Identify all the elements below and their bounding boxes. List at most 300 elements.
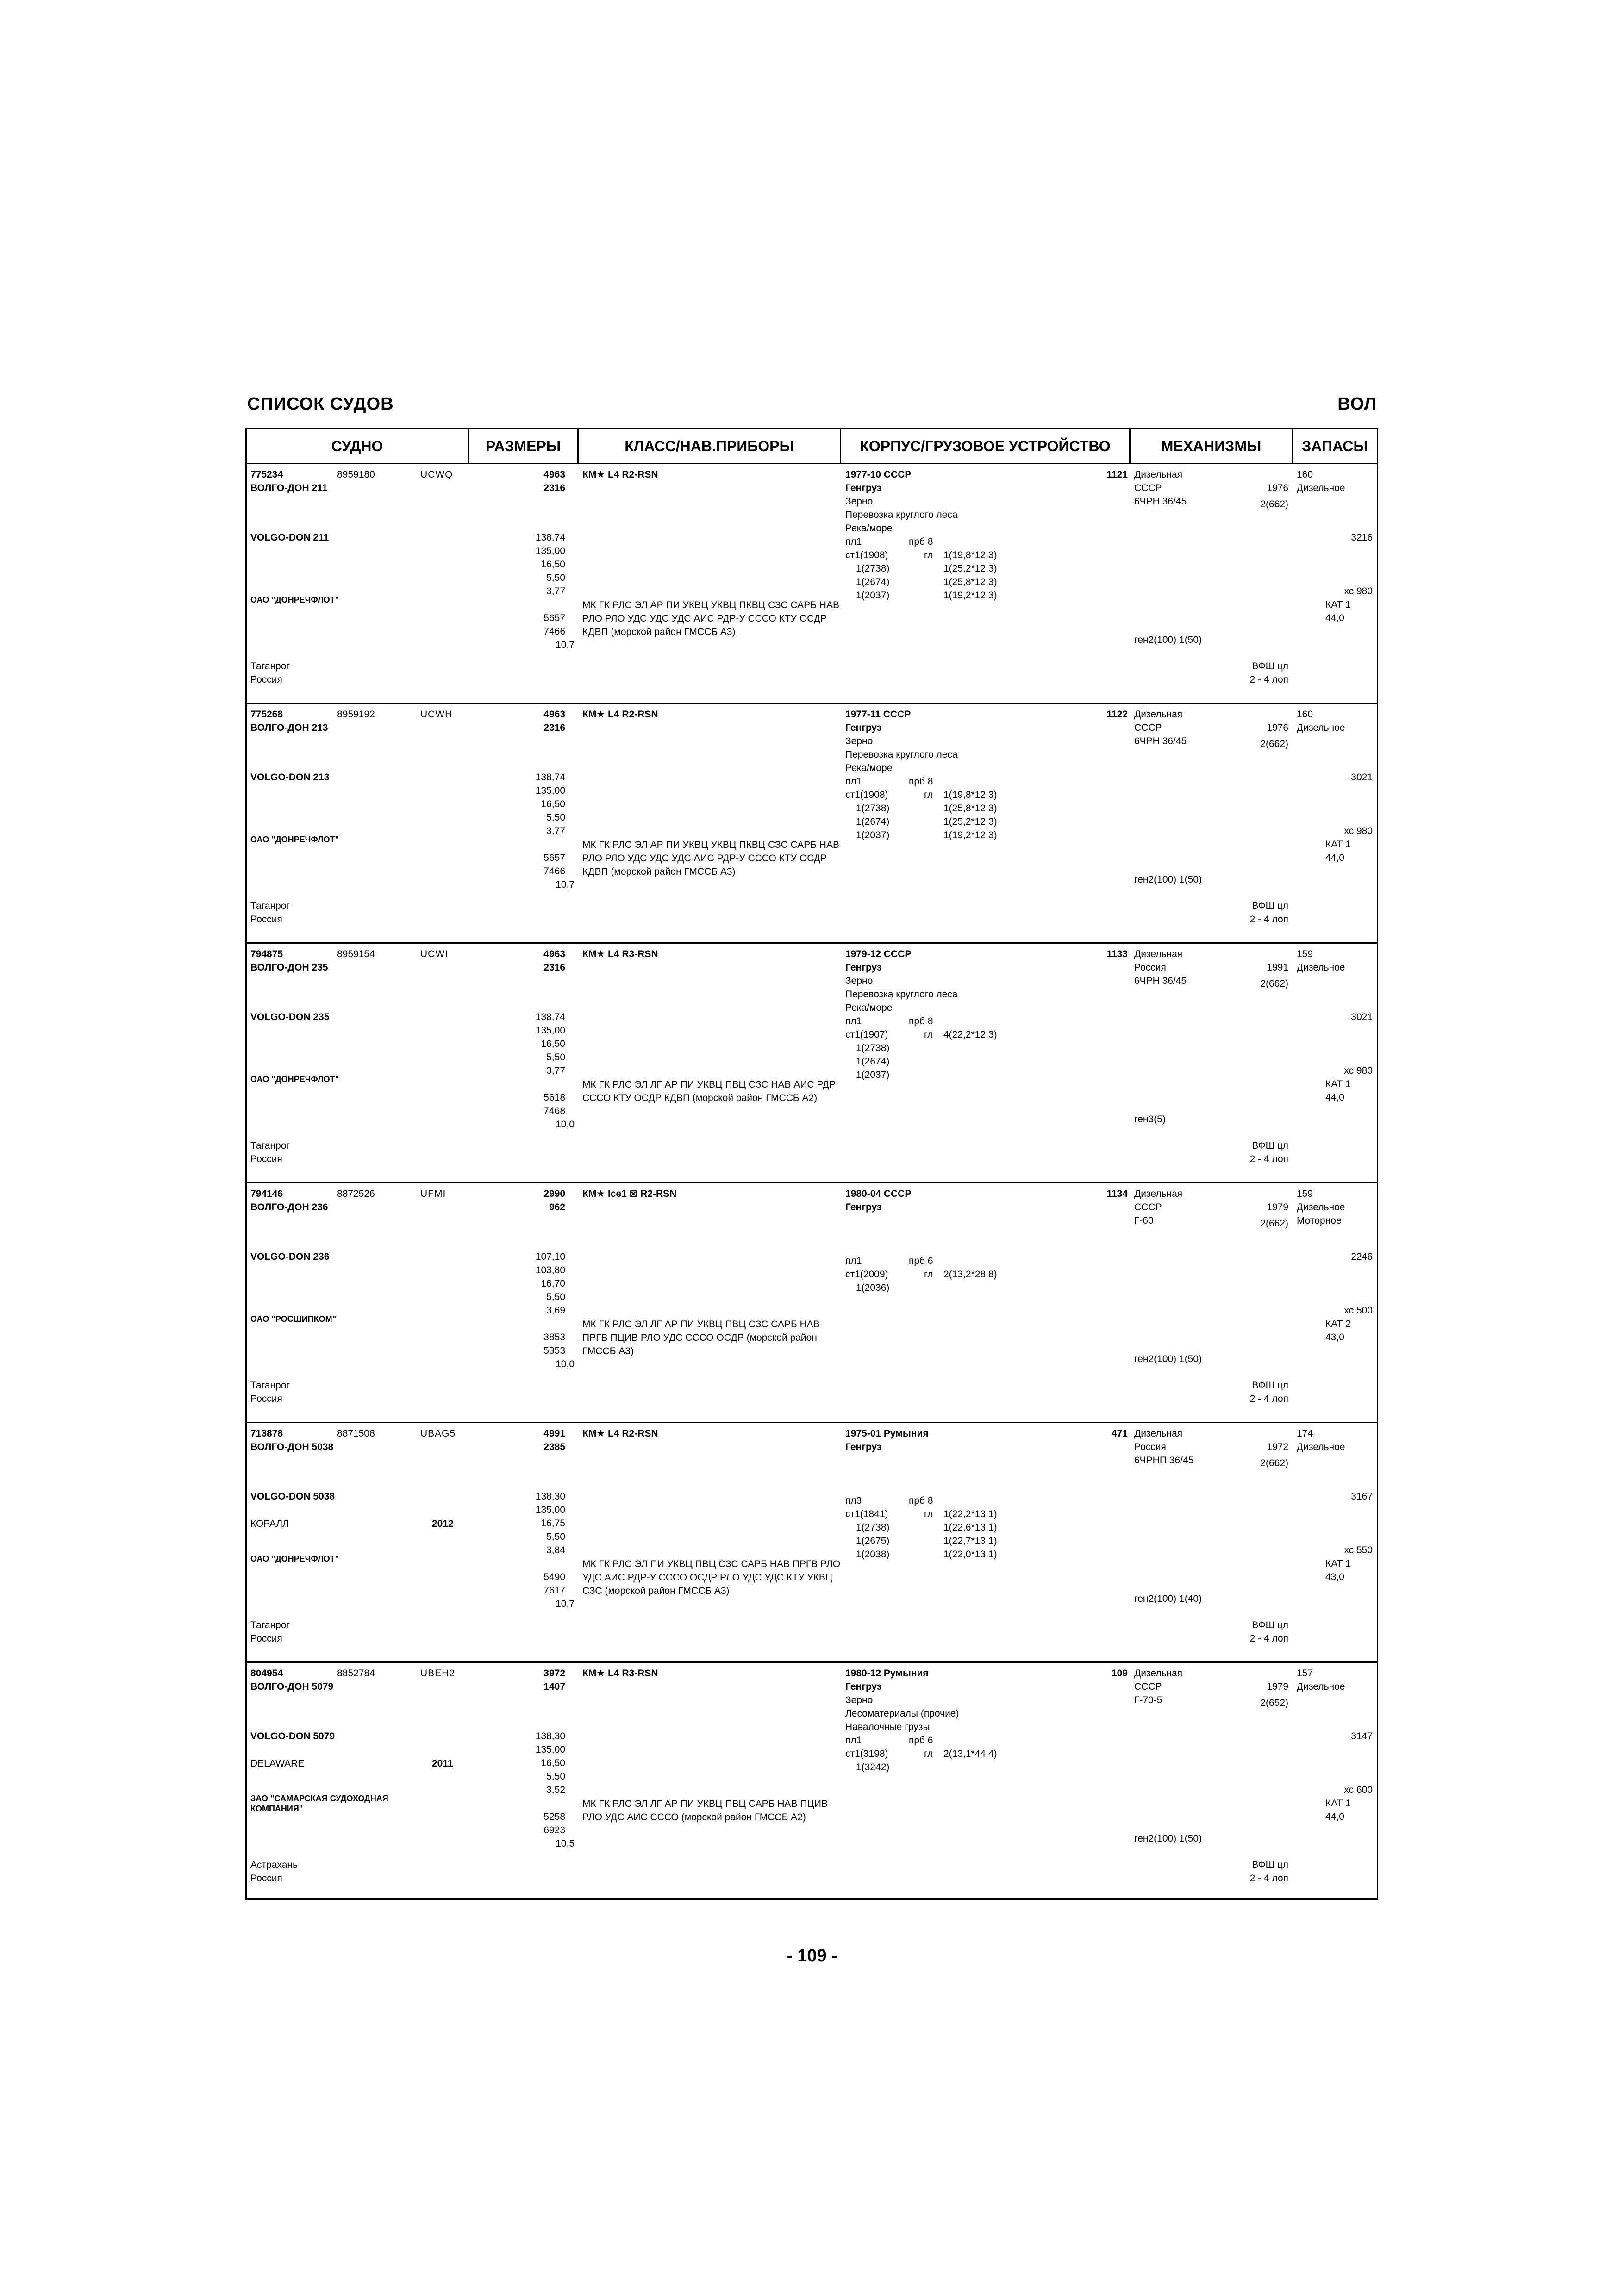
hatch-size: 1(19,8*12,3) bbox=[943, 550, 997, 560]
previous-name-year: 2011 bbox=[432, 1758, 453, 1769]
range: 3021 bbox=[1351, 1012, 1373, 1022]
class-notation: КМ★ L4 R2-RSN bbox=[582, 1428, 658, 1439]
length-overall: 107,10 bbox=[535, 1251, 565, 1262]
deadweight: 5258 bbox=[543, 1811, 565, 1822]
build-number: 109 bbox=[1111, 1668, 1128, 1679]
propeller-blades: 2 - 4 лоп bbox=[1249, 1394, 1288, 1404]
nav-equipment: МК ГК РЛС ЭЛ АР ПИ УКВЦ УКВЦ ПКВЦ СЗС САРБ НАВ РЛО РЛО УДС УДС УДС АИС РДР-У СССО КТУ ОСДР КДВП (морской район ГМССБ А3) bbox=[582, 600, 839, 637]
hold-info: 1(2037) bbox=[856, 1070, 890, 1080]
ship-name-en: VOLGO-DON 235 bbox=[250, 1012, 330, 1022]
crew-count: 160 bbox=[1297, 709, 1313, 720]
call-sign: UFMI bbox=[420, 1188, 446, 1199]
hatch-label: гл bbox=[924, 550, 933, 560]
registry-number: 804954 bbox=[250, 1668, 283, 1679]
draught: 3,77 bbox=[546, 1065, 565, 1076]
table-header bbox=[247, 429, 1377, 464]
engine-type: Дизельная bbox=[1134, 709, 1183, 720]
category: КАТ 1 bbox=[1325, 1558, 1351, 1569]
propeller-blades: 2 - 4 лоп bbox=[1249, 674, 1288, 685]
engine-year: 1979 bbox=[1267, 1202, 1288, 1213]
flag-country: Россия bbox=[250, 1633, 282, 1644]
flag-country: Россия bbox=[250, 914, 282, 925]
cargo-type: Река/море bbox=[845, 523, 893, 534]
hatch-size: 2(13,2*28,8) bbox=[943, 1269, 997, 1280]
hold-info: 1(2037) bbox=[856, 590, 890, 601]
column-header-sizes: РАЗМЕРЫ bbox=[469, 429, 579, 463]
call-sign: UCWI bbox=[420, 949, 448, 959]
ship-record bbox=[247, 1423, 1377, 1663]
category: КАТ 1 bbox=[1325, 1079, 1351, 1089]
generators: ген2(100) 1(50) bbox=[1134, 1354, 1202, 1364]
draught: 3,84 bbox=[546, 1545, 565, 1556]
engine-type: Дизельная bbox=[1134, 949, 1183, 959]
net-tonnage: 2385 bbox=[543, 1442, 565, 1452]
build-date-country: 1979-12 СССР bbox=[845, 949, 912, 959]
build-date-country: 1975-01 Румыния bbox=[845, 1428, 929, 1439]
flag-country: Россия bbox=[250, 674, 282, 685]
page-title: СПИСОК СУДОВ bbox=[247, 394, 394, 414]
ship-name-ru: ВОЛГО-ДОН 211 bbox=[250, 483, 328, 493]
hatch-size: 1(22,2*13,1) bbox=[943, 1509, 997, 1519]
engine-power: 2(662) bbox=[1260, 499, 1288, 510]
engine-model: 6ЧРН 36/45 bbox=[1134, 496, 1187, 507]
cargo-capacity: хс 980 bbox=[1344, 826, 1373, 836]
call-sign: UBEH2 bbox=[420, 1668, 456, 1679]
engine-power: 2(662) bbox=[1260, 1218, 1288, 1229]
speed: 10,5 bbox=[556, 1838, 575, 1849]
column-header-hull: КОРПУС/ГРУЗОВОЕ УСТРОЙСТВО bbox=[841, 429, 1131, 463]
depth: 5,50 bbox=[546, 1531, 565, 1542]
engine-model: 6ЧРН 36/45 bbox=[1134, 736, 1187, 747]
propeller-blades: 2 - 4 лоп bbox=[1249, 1154, 1288, 1164]
build-date-country: 1980-12 Румыния bbox=[845, 1668, 929, 1679]
build-date-country: 1977-11 СССР bbox=[845, 709, 911, 720]
build-number: 1122 bbox=[1106, 709, 1128, 720]
previous-name-year: 2012 bbox=[432, 1518, 454, 1529]
hatch-size: 2(13,1*44,4) bbox=[943, 1748, 997, 1759]
ship-name-ru: ВОЛГО-ДОН 5079 bbox=[250, 1681, 334, 1692]
net-tonnage: 962 bbox=[549, 1202, 565, 1213]
hatch-size: 1(22,0*13,1) bbox=[943, 1549, 997, 1560]
displacement: 7617 bbox=[543, 1585, 565, 1596]
ship-record bbox=[247, 1663, 1377, 1903]
hold-info: 1(2674) bbox=[856, 1056, 890, 1067]
hatch-size: 1(19,2*12,3) bbox=[943, 590, 997, 601]
ship-record bbox=[247, 704, 1377, 944]
column-header-class: КЛАСС/НАВ.ПРИБОРЫ bbox=[579, 429, 841, 463]
cargo-capacity: хс 980 bbox=[1344, 1065, 1373, 1076]
speed: 10,7 bbox=[556, 879, 575, 890]
class-notation: КМ★ L4 R2-RSN bbox=[582, 709, 658, 720]
length-overall: 138,74 bbox=[535, 1012, 565, 1022]
hold-info: 1(2738) bbox=[856, 1522, 890, 1533]
speed: 10,7 bbox=[556, 640, 575, 650]
engine-model: Г-70-5 bbox=[1134, 1695, 1162, 1705]
engine-power: 2(662) bbox=[1260, 978, 1288, 989]
hatch-label: гл bbox=[924, 1029, 933, 1040]
column-header-ship: СУДНО bbox=[247, 429, 469, 463]
ship-name-en: VOLGO-DON 211 bbox=[250, 532, 329, 543]
length-overall: 138,74 bbox=[535, 532, 565, 543]
hatch-size: 1(25,2*12,3) bbox=[943, 816, 997, 827]
cargo-type: Перевозка круглого леса bbox=[845, 749, 958, 760]
deadweight: 3853 bbox=[543, 1332, 565, 1343]
page-number: - 109 - bbox=[787, 1946, 837, 1966]
draught: 3,52 bbox=[546, 1785, 565, 1795]
category: КАТ 1 bbox=[1325, 1798, 1351, 1809]
value: 44,0 bbox=[1325, 852, 1344, 863]
cargo-type: Перевозка круглого леса bbox=[845, 989, 958, 1000]
deck-info: пл1 bbox=[845, 536, 862, 547]
hatch-label: гл bbox=[924, 1748, 933, 1759]
hold-info: ст1(1908) bbox=[845, 790, 888, 800]
cargo-type: Навалочные грузы bbox=[845, 1722, 930, 1732]
value: 44,0 bbox=[1325, 1092, 1344, 1103]
bulkheads: прб 6 bbox=[909, 1256, 933, 1266]
engine-type: Дизельная bbox=[1134, 1188, 1183, 1199]
speed: 10,7 bbox=[556, 1599, 575, 1609]
displacement: 6923 bbox=[543, 1825, 565, 1836]
propeller-type: ВФШ цл bbox=[1252, 901, 1288, 911]
bulkheads: прб 8 bbox=[909, 1495, 933, 1506]
home-port: Астрахань bbox=[250, 1860, 298, 1870]
registry-number: 794146 bbox=[250, 1188, 283, 1199]
range: 3021 bbox=[1351, 772, 1373, 783]
engine-type: Дизельная bbox=[1134, 1428, 1183, 1439]
deck-info: пл1 bbox=[845, 1735, 862, 1746]
owner: ОАО "ДОНРЕЧФЛОТ" bbox=[250, 1075, 339, 1084]
build-number: 1133 bbox=[1106, 949, 1128, 959]
cargo-type: Зерно bbox=[845, 976, 873, 986]
imo-number: 8959180 bbox=[337, 469, 375, 480]
speed: 10,0 bbox=[556, 1119, 575, 1130]
cargo-capacity: хс 550 bbox=[1344, 1545, 1373, 1556]
hold-info: ст1(1907) bbox=[845, 1029, 888, 1040]
build-date-country: 1977-10 СССР bbox=[845, 469, 912, 480]
hold-info: 1(2038) bbox=[856, 1549, 890, 1560]
nav-equipment: МК ГК РЛС ЭЛ ПИ УКВЦ ПВЦ СЗС САРБ НАВ ПРГВ РЛО УДС АИС РДР-У СССО ОСДР РЛО УДС УДС КТУ УКВЦ СЗС (морской район ГМССБ А3) bbox=[582, 1559, 841, 1596]
range: 3167 bbox=[1351, 1491, 1373, 1502]
displacement: 7468 bbox=[543, 1106, 565, 1116]
hold-info: 1(2674) bbox=[856, 577, 890, 587]
nav-equipment: МК ГК РЛС ЭЛ ЛГ АР ПИ УКВЦ ПВЦ СЗС САРБ НАВ ПРГВ ПЦИВ РЛО УДС СССО ОСДР (морской район ГМССБ А3) bbox=[582, 1319, 820, 1356]
engine-power: 2(652) bbox=[1260, 1698, 1288, 1708]
gross-tonnage: 4963 bbox=[543, 949, 565, 959]
ship-name-en: VOLGO-DON 5079 bbox=[250, 1731, 335, 1742]
home-port: Таганрог bbox=[250, 661, 290, 672]
engine-model: 6ЧРН 36/45 bbox=[1134, 976, 1187, 986]
owner: ЗАО "САМАРСКАЯ СУДОХОДНАЯ КОМПАНИЯ" bbox=[250, 1794, 388, 1813]
displacement: 5353 bbox=[543, 1345, 565, 1356]
crew-count: 157 bbox=[1297, 1668, 1313, 1679]
engine-model: 6ЧРНП 36/45 bbox=[1134, 1455, 1194, 1466]
build-number: 1134 bbox=[1106, 1188, 1128, 1199]
generators: ген2(100) 1(50) bbox=[1134, 874, 1202, 885]
breadth: 16,70 bbox=[541, 1278, 565, 1289]
ship-type: Генгруз bbox=[845, 1442, 882, 1452]
engine-year: 1976 bbox=[1267, 722, 1288, 733]
engine-country: СССР bbox=[1134, 1202, 1162, 1213]
propeller-type: ВФШ цл bbox=[1252, 661, 1288, 672]
hold-info: ст1(1908) bbox=[845, 550, 888, 560]
owner: ОАО "ДОНРЕЧФЛОТ" bbox=[250, 835, 339, 844]
breadth: 16,75 bbox=[541, 1518, 565, 1529]
engine-type: Дизельная bbox=[1134, 469, 1183, 480]
imo-number: 8872526 bbox=[337, 1188, 375, 1199]
engine-country: СССР bbox=[1134, 1681, 1162, 1692]
bulkheads: прб 8 bbox=[909, 1016, 933, 1027]
column-header-stores: ЗАПАСЫ bbox=[1302, 438, 1368, 454]
ship-name-en: VOLGO-DON 5038 bbox=[250, 1491, 335, 1502]
home-port: Таганрог bbox=[250, 1140, 290, 1151]
bulkheads: прб 8 bbox=[909, 776, 933, 787]
hatch-size: 1(22,6*13,1) bbox=[943, 1522, 997, 1533]
class-notation: КМ★ L4 R3-RSN bbox=[582, 949, 658, 959]
engine-year: 1972 bbox=[1267, 1442, 1288, 1452]
category: КАТ 2 bbox=[1325, 1319, 1351, 1329]
home-port: Таганрог bbox=[250, 901, 290, 911]
length-pp: 135,00 bbox=[535, 1744, 565, 1755]
nav-equipment: МК ГК РЛС ЭЛ ЛГ АР ПИ УКВЦ ПВЦ СЗС НАВ АИС РДР СССО КТУ ОСДР КДВП (морской район ГМССБ А2) bbox=[582, 1079, 836, 1103]
draught: 3,77 bbox=[546, 586, 565, 597]
ship-register-table bbox=[245, 428, 1378, 1900]
class-notation: КМ★ Ice1 ⊠ R2-RSN bbox=[582, 1188, 677, 1199]
gross-tonnage: 4991 bbox=[543, 1428, 565, 1439]
bulkheads: прб 8 bbox=[909, 536, 933, 547]
generators: ген2(100) 1(50) bbox=[1134, 635, 1202, 645]
deck-info: пл1 bbox=[845, 1256, 862, 1266]
imo-number: 8871508 bbox=[337, 1428, 375, 1439]
build-date-country: 1980-04 СССР bbox=[845, 1188, 912, 1199]
hatch-size: 1(25,8*12,3) bbox=[943, 803, 997, 814]
breadth: 16,50 bbox=[541, 799, 565, 809]
engine-power: 2(662) bbox=[1260, 739, 1288, 749]
ship-record bbox=[247, 464, 1377, 704]
home-port: Таганрог bbox=[250, 1620, 290, 1630]
hatch-label: гл bbox=[924, 1269, 933, 1280]
net-tonnage: 1407 bbox=[543, 1681, 565, 1692]
ship-name-ru: ВОЛГО-ДОН 235 bbox=[250, 962, 328, 973]
section-code: ВОЛ bbox=[1337, 394, 1377, 414]
hatch-size: 1(22,7*13,1) bbox=[943, 1536, 997, 1546]
imo-number: 8959192 bbox=[337, 709, 375, 720]
crew-count: 159 bbox=[1297, 949, 1313, 959]
cargo-capacity: хс 600 bbox=[1344, 1785, 1373, 1795]
owner: ОАО "ДОНРЕЧФЛОТ" bbox=[250, 595, 339, 604]
engine-year: 1976 bbox=[1267, 483, 1288, 493]
gross-tonnage: 2990 bbox=[543, 1188, 565, 1199]
depth: 5,50 bbox=[546, 1771, 565, 1782]
column-header-machinery: МЕХАНИЗМЫ bbox=[1131, 429, 1293, 463]
value: 44,0 bbox=[1325, 1811, 1344, 1822]
class-notation: КМ★ L4 R3-RSN bbox=[582, 1668, 658, 1679]
cargo-type: Река/море bbox=[845, 763, 893, 773]
engine-country: Россия bbox=[1134, 1442, 1166, 1452]
length-overall: 138,74 bbox=[535, 772, 565, 783]
previous-name: DELAWARE bbox=[250, 1758, 305, 1769]
cargo-type: Зерно bbox=[845, 1695, 873, 1705]
hatch-size: 1(19,2*12,3) bbox=[943, 830, 997, 840]
flag-country: Россия bbox=[250, 1873, 282, 1884]
call-sign: UCWH bbox=[420, 709, 453, 720]
registry-number: 775268 bbox=[250, 709, 283, 720]
deadweight: 5657 bbox=[543, 852, 565, 863]
engine-type: Дизельная bbox=[1134, 1668, 1183, 1679]
owner: ОАО "РОСШИПКОМ" bbox=[250, 1314, 337, 1324]
fuel-type: Дизельное bbox=[1297, 1442, 1345, 1452]
value: 43,0 bbox=[1325, 1332, 1344, 1343]
engine-model: Г-60 bbox=[1134, 1215, 1154, 1226]
ship-name-ru: ВОЛГО-ДОН 236 bbox=[250, 1202, 328, 1213]
range: 3147 bbox=[1351, 1731, 1373, 1742]
hold-info: 1(2674) bbox=[856, 816, 890, 827]
hold-info: 1(2037) bbox=[856, 830, 890, 840]
cargo-type: Лесоматериалы (прочие) bbox=[845, 1708, 959, 1719]
range: 2246 bbox=[1351, 1251, 1373, 1262]
ship-type: Генгруз bbox=[845, 1681, 882, 1692]
propeller-blades: 2 - 4 лоп bbox=[1249, 914, 1288, 925]
propeller-type: ВФШ цл bbox=[1252, 1620, 1288, 1630]
hatch-size: 1(19,8*12,3) bbox=[943, 790, 997, 800]
draught: 3,77 bbox=[546, 826, 565, 836]
length-overall: 138,30 bbox=[535, 1491, 565, 1502]
class-notation: КМ★ L4 R2-RSN bbox=[582, 469, 658, 480]
deadweight: 5618 bbox=[543, 1092, 565, 1103]
draught: 3,69 bbox=[546, 1305, 565, 1316]
ship-name-ru: ВОЛГО-ДОН 213 bbox=[250, 722, 328, 733]
ship-type: Генгруз bbox=[845, 962, 882, 973]
fuel-type: Моторное bbox=[1297, 1215, 1342, 1226]
hold-info: ст1(2009) bbox=[845, 1269, 888, 1280]
hold-info: ст1(3198) bbox=[845, 1748, 888, 1759]
depth: 5,50 bbox=[546, 1292, 565, 1302]
breadth: 16,50 bbox=[541, 1039, 565, 1049]
length-overall: 138,30 bbox=[535, 1731, 565, 1742]
range: 3216 bbox=[1351, 532, 1373, 543]
ship-type: Генгруз bbox=[845, 483, 882, 493]
category: КАТ 1 bbox=[1325, 839, 1351, 850]
breadth: 16,50 bbox=[541, 1758, 565, 1768]
speed: 10,0 bbox=[556, 1359, 575, 1369]
ship-record bbox=[247, 1183, 1377, 1423]
propeller-type: ВФШ цл bbox=[1252, 1380, 1288, 1391]
registry-number: 794875 bbox=[250, 949, 283, 959]
length-pp: 135,00 bbox=[535, 546, 565, 556]
hold-info: 1(2675) bbox=[856, 1536, 890, 1546]
fuel-type: Дизельное bbox=[1297, 722, 1345, 733]
ship-type: Генгруз bbox=[845, 722, 882, 733]
hold-info: 1(3242) bbox=[856, 1762, 890, 1773]
length-pp: 135,00 bbox=[535, 785, 565, 796]
ship-record bbox=[247, 944, 1377, 1183]
length-pp: 135,00 bbox=[535, 1505, 565, 1515]
cargo-capacity: хс 980 bbox=[1344, 586, 1373, 597]
bulkheads: прб 6 bbox=[909, 1735, 933, 1746]
imo-number: 8852784 bbox=[337, 1668, 375, 1679]
gross-tonnage: 4963 bbox=[543, 469, 565, 480]
propeller-type: ВФШ цл bbox=[1252, 1140, 1288, 1151]
ship-name-en: VOLGO-DON 213 bbox=[250, 772, 330, 783]
value: 43,0 bbox=[1325, 1572, 1344, 1582]
hold-info: 1(2738) bbox=[856, 1043, 890, 1053]
engine-country: СССР bbox=[1134, 722, 1162, 733]
fuel-type: Дизельное bbox=[1297, 962, 1345, 973]
engine-year: 1979 bbox=[1267, 1681, 1288, 1692]
crew-count: 159 bbox=[1297, 1188, 1313, 1199]
ship-name-en: VOLGO-DON 236 bbox=[250, 1251, 330, 1262]
generators: ген3(5) bbox=[1134, 1114, 1166, 1125]
ship-type: Генгруз bbox=[845, 1202, 882, 1213]
build-number: 1121 bbox=[1106, 469, 1128, 480]
owner: ОАО "ДОНРЕЧФЛОТ" bbox=[250, 1554, 339, 1563]
hatch-size: 4(22,2*12,3) bbox=[943, 1029, 997, 1040]
engine-power: 2(662) bbox=[1260, 1458, 1288, 1468]
hatch-size: 1(25,2*12,3) bbox=[943, 563, 997, 574]
gross-tonnage: 3972 bbox=[543, 1668, 565, 1679]
hatch-label: гл bbox=[924, 790, 933, 800]
gross-tonnage: 4963 bbox=[543, 709, 565, 720]
depth: 5,50 bbox=[546, 812, 565, 823]
deck-info: пл1 bbox=[845, 1016, 862, 1027]
value: 44,0 bbox=[1325, 613, 1344, 623]
generators: ген2(100) 1(50) bbox=[1134, 1833, 1202, 1844]
deck-info: пл1 bbox=[845, 776, 862, 787]
propeller-blades: 2 - 4 лоп bbox=[1249, 1873, 1288, 1884]
flag-country: Россия bbox=[250, 1154, 282, 1164]
engine-country: СССР bbox=[1134, 483, 1162, 493]
nav-equipment: МК ГК РЛС ЭЛ АР ПИ УКВЦ УКВЦ ПКВЦ СЗС САРБ НАВ РЛО РЛО УДС УДС УДС АИС РДР-У СССО КТУ ОСДР КДВП (морской район ГМССБ А3) bbox=[582, 840, 839, 877]
depth: 5,50 bbox=[546, 572, 565, 583]
length-pp: 103,80 bbox=[535, 1265, 565, 1276]
ship-name-ru: ВОЛГО-ДОН 5038 bbox=[250, 1442, 334, 1452]
fuel-type: Дизельное bbox=[1297, 1681, 1345, 1692]
nav-equipment: МК ГК РЛС ЭЛ ЛГ АР ПИ УКВЦ ПВЦ САРБ НАВ ПЦИВ РЛО УДС АИС СССО (морской район ГМССБ А2) bbox=[582, 1798, 828, 1823]
deadweight: 5657 bbox=[543, 613, 565, 623]
cargo-type: Зерно bbox=[845, 736, 873, 747]
length-pp: 135,00 bbox=[535, 1025, 565, 1036]
breadth: 16,50 bbox=[541, 559, 565, 570]
deadweight: 5490 bbox=[543, 1572, 565, 1582]
displacement: 7466 bbox=[543, 626, 565, 637]
deck-info: пл3 bbox=[845, 1495, 862, 1506]
hold-info: 1(2738) bbox=[856, 803, 890, 814]
hatch-size: 1(25,8*12,3) bbox=[943, 577, 997, 587]
net-tonnage: 2316 bbox=[543, 722, 565, 733]
propeller-type: ВФШ цл bbox=[1252, 1860, 1288, 1870]
engine-country: Россия bbox=[1134, 962, 1166, 973]
call-sign: UCWQ bbox=[420, 469, 453, 480]
home-port: Таганрог bbox=[250, 1380, 290, 1391]
generators: ген2(100) 1(40) bbox=[1134, 1593, 1202, 1604]
hatch-label: гл bbox=[924, 1509, 933, 1519]
category: КАТ 1 bbox=[1325, 599, 1351, 610]
cargo-type: Зерно bbox=[845, 496, 873, 507]
net-tonnage: 2316 bbox=[543, 483, 565, 493]
flag-country: Россия bbox=[250, 1394, 282, 1404]
fuel-type: Дизельное bbox=[1297, 1202, 1345, 1213]
fuel-type: Дизельное bbox=[1297, 483, 1345, 493]
hold-info: 1(2036) bbox=[856, 1282, 890, 1293]
displacement: 7466 bbox=[543, 866, 565, 877]
cargo-type: Река/море bbox=[845, 1002, 893, 1013]
registry-number: 713878 bbox=[250, 1428, 283, 1439]
hold-info: 1(2738) bbox=[856, 563, 890, 574]
cargo-type: Перевозка круглого леса bbox=[845, 510, 958, 520]
registry-number: 775234 bbox=[250, 469, 283, 480]
call-sign: UBAG5 bbox=[420, 1428, 456, 1439]
imo-number: 8959154 bbox=[337, 949, 375, 959]
net-tonnage: 2316 bbox=[543, 962, 565, 973]
